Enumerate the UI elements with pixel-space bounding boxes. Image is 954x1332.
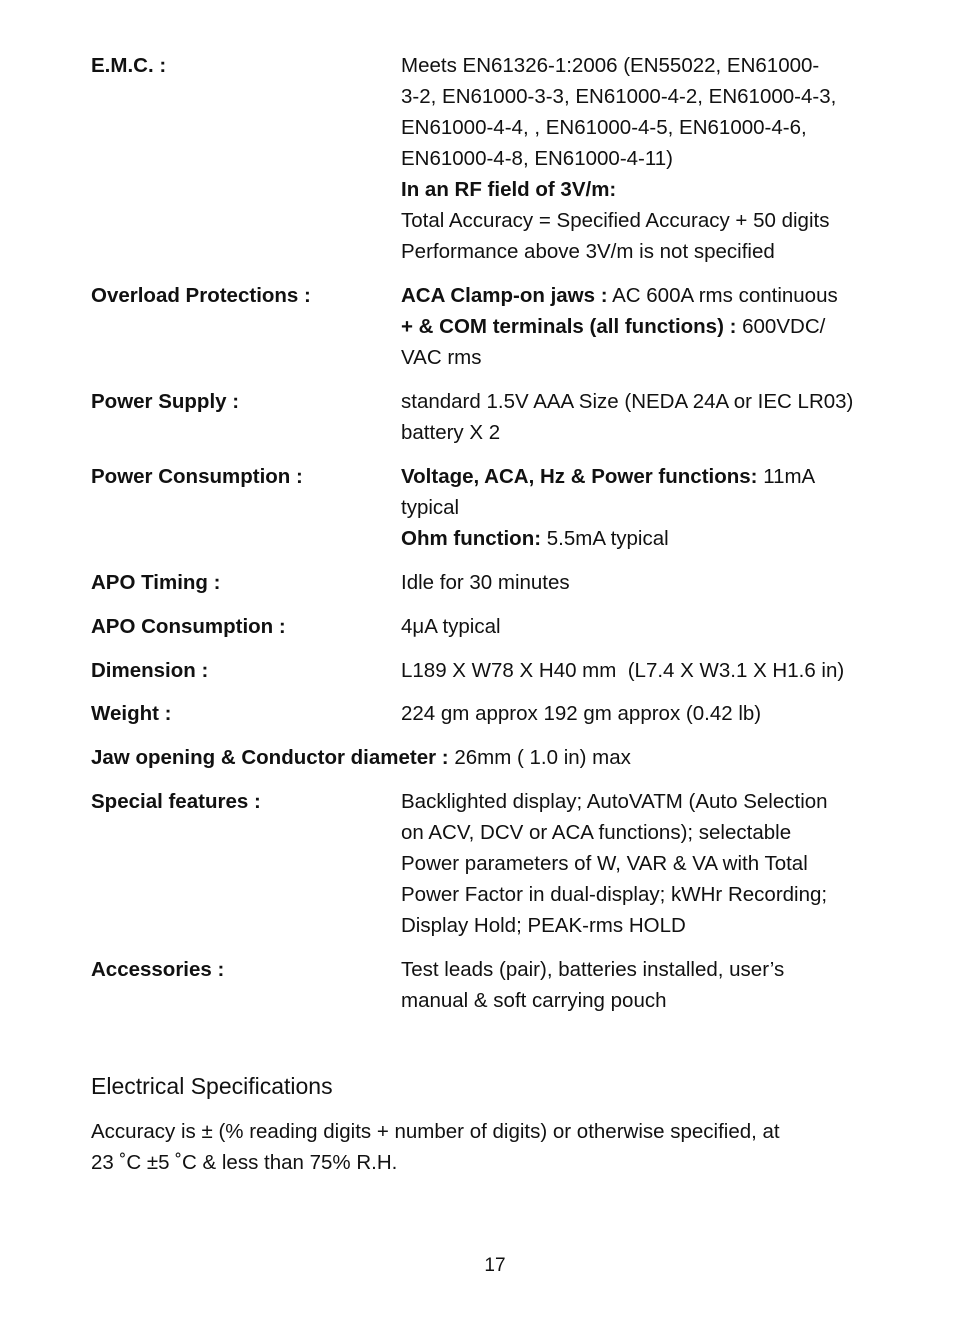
spec-value-line: EN61000-4-4, , EN61000-4-5, EN61000-4-6, — [401, 116, 807, 139]
spec-label: E.M.C. : — [91, 54, 167, 77]
spec-subheading: In an RF field of 3V/m: — [401, 178, 617, 201]
spec-value — [401, 698, 896, 729]
spec-value-line: Power Factor in dual-display; kWHr Recording; — [401, 883, 828, 906]
spec-term: + & COM terminals (all functions) : — [401, 315, 737, 338]
spec-text: AC 600A rms continuous — [607, 284, 838, 307]
spec-value-line: Performance above 3V/m is not specified — [401, 240, 775, 263]
spec-value — [401, 655, 896, 686]
spec-label: Accessories : — [91, 958, 225, 981]
spec-row-jaw-opening — [91, 742, 631, 773]
spec-value-line: manual & soft carrying pouch — [401, 989, 667, 1012]
spec-value-line: Idle for 30 minutes — [401, 571, 570, 594]
spec-text: 11mA — [757, 465, 816, 488]
spec-text: 600VDC/ — [736, 315, 826, 338]
spec-value-line: Test leads (pair), batteries installed, user’s — [401, 958, 785, 981]
spec-label: Special features : — [91, 790, 261, 813]
spec-value — [401, 567, 896, 598]
spec-value-line: EN61000-4-8, EN61000-4-11) — [401, 147, 673, 170]
spec-label: Jaw opening & Conductor diameter : — [91, 746, 449, 769]
spec-term: Ohm function: — [401, 527, 542, 550]
spec-term: Voltage, ACA, Hz & Power functions: — [401, 465, 758, 488]
page-number: 17 — [484, 1255, 506, 1276]
spec-value — [401, 786, 896, 941]
section-heading: Electrical Specifications — [91, 1073, 333, 1099]
spec-value-line: 4μA typical — [401, 615, 501, 638]
paragraph-line: Accuracy is ± (% reading digits + number of digits) or otherwise specified, at — [91, 1120, 780, 1143]
spec-label: Overload Protections : — [91, 284, 311, 307]
spec-value-line: battery X 2 — [401, 421, 501, 444]
spec-label: Power Supply : — [91, 390, 240, 413]
spec-value-line: Power parameters of W, VAR & VA with Total — [401, 852, 808, 875]
spec-text: 5.5mA typical — [541, 527, 669, 550]
spec-term: ACA Clamp-on jaws : — [401, 284, 608, 307]
spec-value-line: L189 X W78 X H40 mm (L7.4 X W3.1 X H1.6 in) — [401, 659, 845, 682]
spec-label: Weight : — [91, 702, 172, 725]
spec-value-line: typical — [401, 496, 460, 519]
spec-label: Dimension : — [91, 659, 209, 682]
spec-value — [401, 386, 896, 448]
spec-value-line: Total Accuracy = Specified Accuracy + 50 digits — [401, 209, 830, 232]
spec-value — [401, 280, 896, 373]
spec-value — [401, 611, 896, 642]
spec-value-line: Meets EN61326-1:2006 (EN55022, EN61000- — [401, 54, 820, 77]
spec-value-line: 224 gm approx 192 gm approx (0.42 lb) — [401, 702, 762, 725]
spec-value-line: VAC rms — [401, 346, 482, 369]
spec-value-line — [401, 311, 896, 342]
spec-value-line — [401, 523, 896, 554]
spec-value — [401, 954, 896, 1016]
spec-value-line — [401, 461, 896, 492]
spec-value-line: Display Hold; PEAK-rms HOLD — [401, 914, 686, 937]
spec-value-line — [401, 280, 896, 311]
spec-value-line: standard 1.5V AAA Size (NEDA 24A or IEC LR03) — [401, 390, 854, 413]
spec-value-line: on ACV, DCV or ACA functions); selectable — [401, 821, 792, 844]
spec-value-line: Backlighted display; AutoVATM (Auto Selection — [401, 790, 828, 813]
spec-value-line: 3-2, EN61000-3-3, EN61000-4-2, EN61000-4-3, — [401, 85, 837, 108]
spec-value — [401, 50, 896, 267]
spec-label: Power Consumption : — [91, 465, 303, 488]
spec-value — [401, 461, 896, 554]
spec-label: APO Timing : — [91, 571, 221, 594]
paragraph-line: 23 ˚C ±5 ˚C & less than 75% R.H. — [91, 1151, 398, 1174]
electrical-accuracy-paragraph — [91, 1116, 780, 1178]
spec-value: 26mm ( 1.0 in) max — [448, 746, 631, 769]
spec-label: APO Consumption : — [91, 615, 286, 638]
